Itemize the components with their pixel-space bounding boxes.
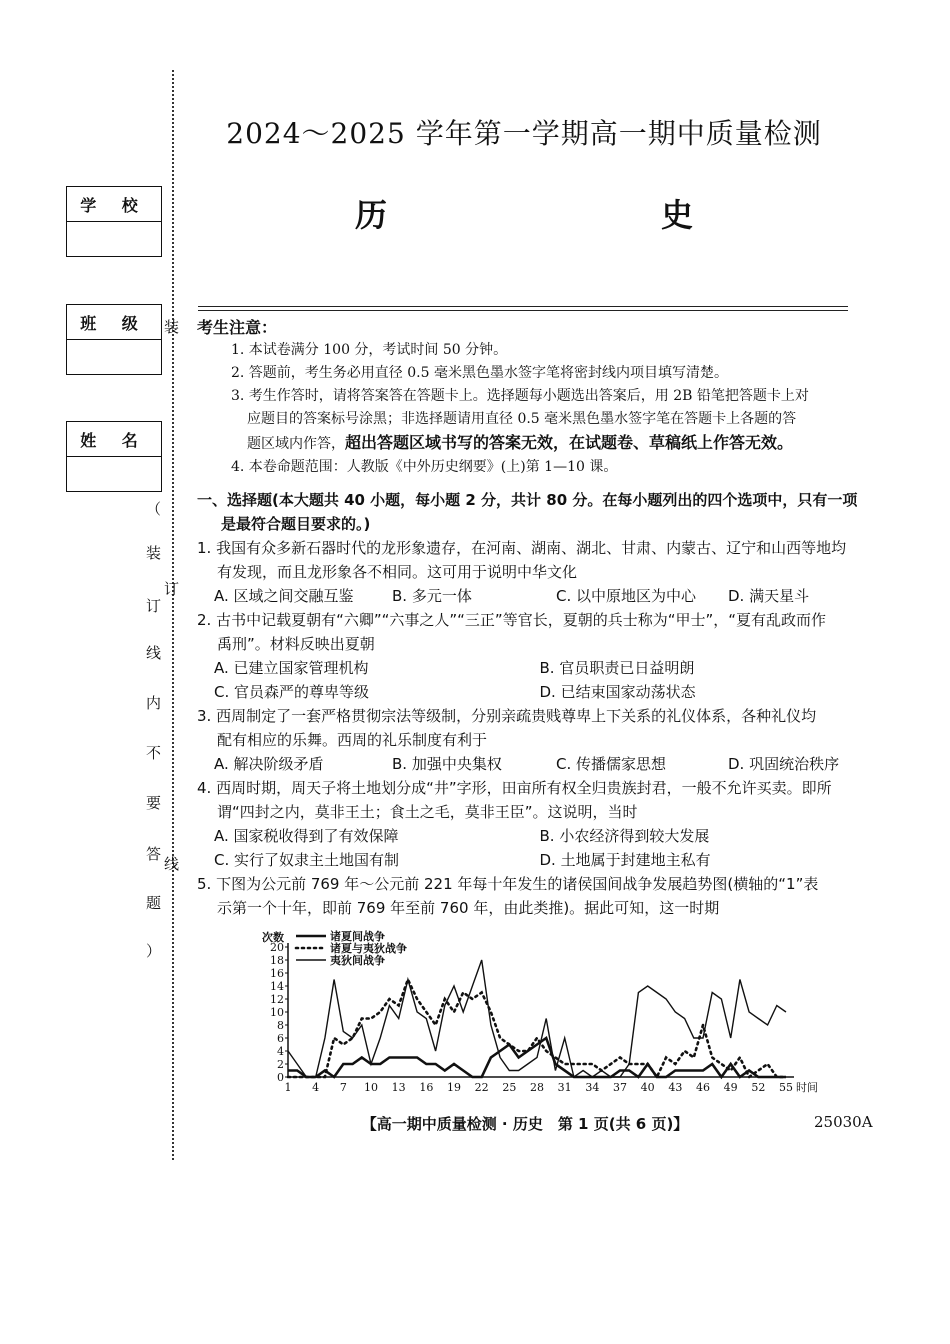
class-field[interactable] <box>67 340 161 374</box>
x-tick-label: 37 <box>613 1081 627 1094</box>
school-field[interactable] <box>67 222 161 256</box>
option[interactable]: D. 巩固统治秩序 <box>728 755 840 773</box>
option[interactable]: B. 小农经济得到较大发展 <box>539 827 710 845</box>
option[interactable]: A. 区域之间交融互鉴 <box>214 587 354 605</box>
y-tick-label: 6 <box>277 1032 284 1045</box>
question-4: 4. 西周时期，周天子将土地划分成“井”字形，田亩所有权全归贵族封君，一般不允许买卖。即所 <box>197 779 832 797</box>
class-label: 班 级 <box>67 305 161 340</box>
legend-label: 诸夏间战争 <box>330 930 385 943</box>
notice-item: 1. 本试卷满分 100 分，考试时间 50 分钟。 <box>231 342 508 358</box>
warning-char: 装 <box>146 544 162 562</box>
option[interactable]: A. 已建立国家管理机构 <box>214 659 369 677</box>
x-tick-label: 4 <box>312 1081 320 1094</box>
x-tick-label: 16 <box>419 1081 434 1094</box>
warning-char: 内 <box>146 694 162 712</box>
x-axis-label: 时间 <box>796 1081 818 1094</box>
x-tick-label: 31 <box>557 1081 572 1094</box>
notice-emphasis: 超出答题区域书写的答案无效，在试题卷、草稿纸上作答无效。 <box>345 433 794 452</box>
x-tick-label: 1 <box>284 1081 292 1094</box>
y-tick-label: 18 <box>270 954 284 967</box>
question-body <box>197 488 865 920</box>
warning-char: （ <box>146 500 162 518</box>
question-1: 1. 我国有众多新石器时代的龙形象遗存，在河南、湖南、湖北、甘肃、内蒙古、辽宁和山西等地均 <box>197 539 847 557</box>
x-tick-label: 19 <box>447 1081 461 1094</box>
option[interactable]: C. 官员森严的尊卑等级 <box>214 683 370 701</box>
y-tick-label: 20 <box>270 941 284 954</box>
y-tick-label: 14 <box>270 980 284 993</box>
notice-item: 3. 考生作答时，请将答案答在答题卡上。选择题每小题选出答案后，用 2B 铅笔把答题卡上对 <box>231 388 809 404</box>
warning-char: ） <box>146 942 162 960</box>
x-tick-label: 43 <box>668 1081 683 1094</box>
option[interactable]: C. 以中原地区为中心 <box>556 587 697 605</box>
y-tick-label: 10 <box>270 1006 284 1019</box>
page-footer: 【高一期中质量检测 · 历史 第 1 页(共 6 页)】 <box>361 1115 689 1133</box>
y-tick-label: 12 <box>270 993 284 1006</box>
warning-char: 答 <box>146 845 162 863</box>
section-heading: 是最符合题目要求的。) <box>221 515 371 533</box>
binding-char: 装 <box>164 318 180 336</box>
binding-char: 订 <box>164 580 180 598</box>
question-3: 3. 西周制定了一套严格贯彻宗法等级制，分别亲疏贵贱尊卑上下关系的礼仪体系，各种礼仪均 <box>197 707 817 725</box>
warning-char: 订 <box>146 597 162 615</box>
header-rule <box>198 306 848 307</box>
option[interactable]: D. 满天星斗 <box>728 587 810 605</box>
notice-heading: 考生注意： <box>197 318 278 337</box>
x-tick-label: 25 <box>502 1081 517 1094</box>
option[interactable]: A. 国家税收得到了有效保障 <box>214 827 399 845</box>
option[interactable]: A. 解决阶级矛盾 <box>214 755 324 773</box>
y-tick-label: 4 <box>277 1045 284 1058</box>
name-box <box>66 421 162 492</box>
x-tick-label: 22 <box>474 1081 489 1094</box>
question-2-options <box>197 680 865 704</box>
notice-item: 2. 答题前，考生务必用直径 0.5 毫米黑色墨水签字笔将密封线内项目填写清楚。 <box>231 365 728 381</box>
school-box <box>66 186 162 257</box>
section-heading: 一、选择题(本大题共 40 小题，每小题 2 分，共计 80 分。在每小题列出的四个选项中，只有一项 <box>197 491 858 509</box>
option[interactable]: C. 实行了奴隶主土地国有制 <box>214 851 400 869</box>
question-5: 5. 下图为公元前 769 年～公元前 221 年每十年发生的诸侯国间战争发展趋势图(横轴的“1”表 <box>197 875 819 893</box>
x-tick-label: 46 <box>696 1081 710 1094</box>
x-tick-label: 7 <box>339 1081 347 1094</box>
subject-title: 历 史 <box>354 196 763 234</box>
x-tick-label: 34 <box>585 1081 600 1094</box>
warning-char: 不 <box>146 744 162 762</box>
x-tick-label: 13 <box>391 1081 406 1094</box>
option[interactable]: B. 多元一体 <box>392 587 472 605</box>
x-tick-label: 52 <box>751 1081 766 1094</box>
class-box <box>66 304 162 375</box>
question-2-cont: 禹刑”。材料反映出夏朝 <box>217 635 375 653</box>
warning-char: 题 <box>146 894 162 912</box>
option[interactable]: C. 传播儒家思想 <box>556 755 667 773</box>
question-1-options <box>197 584 865 608</box>
y-tick-label: 2 <box>277 1058 284 1071</box>
header-rule <box>198 310 848 311</box>
question-2-options <box>197 656 865 680</box>
legend-label: 夷狄间战争 <box>330 954 385 967</box>
name-label: 姓 名 <box>67 422 161 457</box>
question-4-cont: 谓“四封之内，莫非王土；食土之毛，莫非王臣”。这说明，当时 <box>217 803 638 821</box>
question-4-options <box>197 824 865 848</box>
y-tick-label: 0 <box>277 1071 284 1084</box>
notice-item <box>247 431 857 456</box>
question-3-options <box>197 752 865 776</box>
option[interactable]: D. 土地属于封建地主私有 <box>539 851 711 869</box>
x-tick-label: 55 <box>779 1081 793 1094</box>
y-tick-label: 8 <box>277 1019 284 1032</box>
war-trend-chart <box>250 922 818 1102</box>
x-tick-label: 49 <box>723 1081 738 1094</box>
notice-item: 应题目的答案标号涂黑；非选择题请用直径 0.5 毫米黑色墨水签字笔在答题卡上各题的答 <box>247 411 797 427</box>
question-2: 2. 古书中记载夏朝有“六卿”“六事之人”“三正”等官长，夏朝的兵士称为“甲士”，“夏有乱政而作 <box>197 611 827 629</box>
binding-char: 线 <box>164 855 180 873</box>
name-field[interactable] <box>67 457 161 491</box>
y-axis-label: 次数 <box>262 931 284 944</box>
exam-notice <box>197 316 857 479</box>
x-tick-label: 10 <box>364 1081 378 1094</box>
question-3-cont: 配有相应的乐舞。西周的礼乐制度有利于 <box>217 731 488 749</box>
option[interactable]: D. 已结束国家动荡状态 <box>539 683 696 701</box>
warning-char: 要 <box>146 794 162 812</box>
legend-label: 诸夏与夷狄战争 <box>330 942 407 955</box>
question-5-cont: 示第一个十年，即前 769 年至前 760 年，由此类推)。据此可知，这一时期 <box>217 899 720 917</box>
warning-char: 线 <box>146 644 162 662</box>
x-tick-label: 40 <box>640 1081 655 1094</box>
school-label: 学 校 <box>67 187 161 222</box>
question-1-cont: 有发现，而且龙形象各不相同。这可用于说明中华文化 <box>217 563 578 581</box>
x-tick-label: 28 <box>530 1081 544 1094</box>
y-tick-label: 16 <box>270 967 284 980</box>
notice-item: 4. 本卷命题范围：人教版《中外历史纲要》(上)第 1—10 课。 <box>231 459 618 475</box>
option[interactable]: B. 加强中央集权 <box>392 755 502 773</box>
binding-line <box>172 70 174 1160</box>
question-4-options <box>197 848 865 872</box>
exam-title: 2024～2025 学年第一学期高一期中质量检测 <box>226 117 822 150</box>
option[interactable]: B. 官员职责已日益明朗 <box>539 659 695 677</box>
notice-text: 题区域内作答， <box>247 436 345 452</box>
paper-code: 25030A <box>814 1113 873 1131</box>
